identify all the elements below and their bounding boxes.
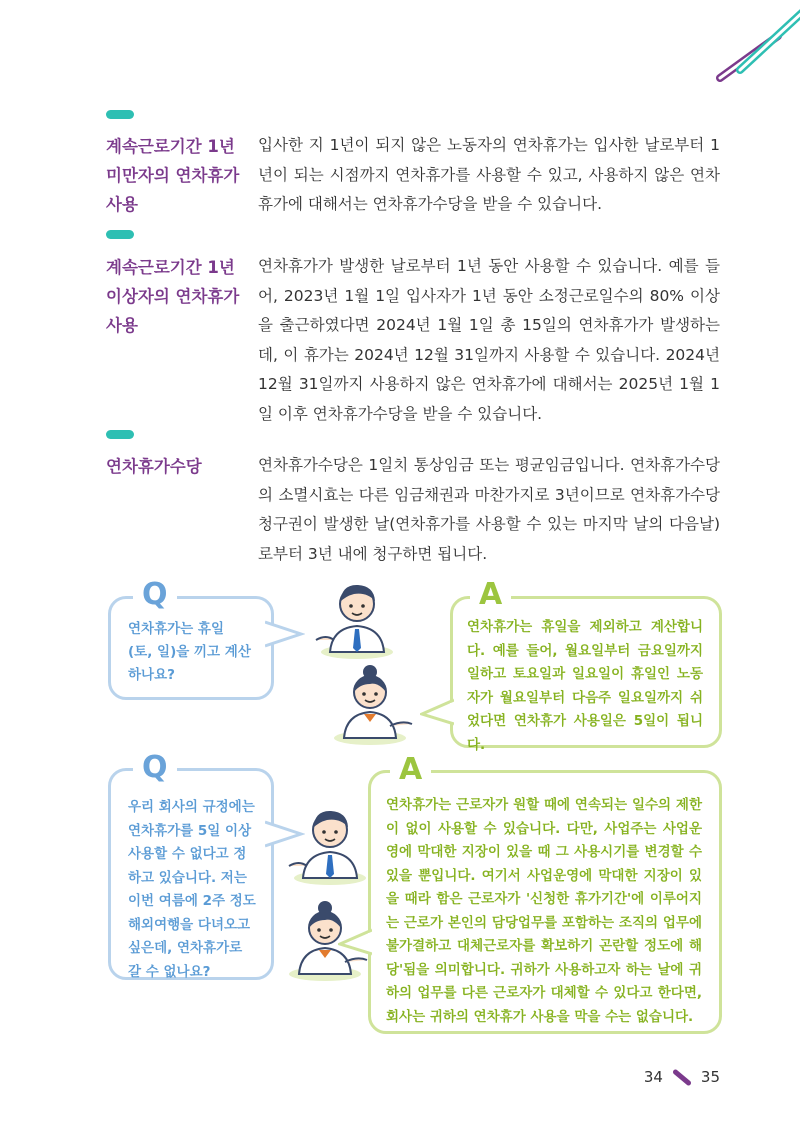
- term-label: 계속근로기간 1년 미만자의 연차휴가 사용: [106, 137, 240, 214]
- term-description: 연차휴가수당은 1일치 통상임금 또는 평균임금입니다. 연차휴가수당의 소멸시효는 다른 임금채권과 마찬가지로 3년이므로 연차휴가수당 청구권이 발생한 날(연차휴가를 사용할 수 있는 마지막 날의 다음날)로부터 3년 내에 청구하면 됩니다.: [258, 456, 720, 563]
- corner-decoration: [660, 0, 800, 90]
- bubble-tail: [420, 698, 454, 728]
- question-letter: Q: [133, 580, 177, 610]
- page-numbers: [644, 1068, 720, 1086]
- term-description: 연차휴가가 발생한 날로부터 1년 동안 사용할 수 있습니다. 예를 들어, 2023년 1월 1일 입사자가 1년 동안 소정근로일수의 80% 이상을 출근하였다면 2024년 1월 1일 총 15일의 연차휴가가 발생하는데, 이 휴가는 2024년 12월 31일까지 사용할 수 있습니다. 2024년 12월 31일까지 사용하지 않은 연차휴가에 대해서는 2025년 1월 1일 이후 연차휴가수당을 받을 수 있습니다.: [258, 257, 720, 423]
- page-divider: [672, 1068, 692, 1086]
- section-marker: [106, 230, 134, 239]
- answer-letter: A: [470, 580, 511, 610]
- answer-letter: A: [390, 755, 431, 785]
- term-label: 계속근로기간 1년 이상자의 연차휴가 사용: [106, 258, 240, 335]
- bubble-tail: [265, 620, 305, 650]
- page-number-left: 34: [643, 1068, 663, 1086]
- answer-text: 연차휴가는 휴일을 제외하고 계산합니다. 예를 들어, 월요일부터 금요일까지 일하고 토요일과 일요일이 휴일인 노동자가 월요일부터 다음주 일요일까지 쉬었다면 연차휴가 사용일은 5일이 됩니다.: [467, 619, 703, 753]
- bubble-tail: [338, 928, 372, 958]
- question-text: 우리 회사의 규정에는 연차휴가를 5일 이상 사용할 수 없다고 정하고 있습니다. 저는 이번 여름에 2주 정도 해외여행을 다녀오고 싶은데, 연차휴가로 갈 수 없나요?: [128, 799, 256, 980]
- section-marker: [106, 110, 134, 119]
- woman-avatar: [330, 662, 420, 746]
- term-label: 연차휴가수당: [106, 457, 202, 476]
- section-marker: [106, 430, 134, 439]
- question-text: 연차휴가는 휴일 (토, 일)을 끼고 계산하나요?: [128, 621, 251, 683]
- term-description: 입사한 지 1년이 되지 않은 노동자의 연차휴가는 입사한 날로부터 1년이 되는 시점까지 연차휴가를 사용할 수 있고, 사용하지 않은 연차휴가에 대해서는 연차휴가수당을 받을 수 있습니다.: [258, 136, 720, 213]
- man-avatar: [312, 574, 402, 660]
- page-number-right: 35: [700, 1068, 720, 1086]
- man-avatar: [285, 800, 375, 886]
- question-letter: Q: [133, 753, 177, 783]
- answer-text: 연차휴가는 근로자가 원할 때에 연속되는 일수의 제한이 없이 사용할 수 있습니다. 다만, 사업주는 사업운영에 막대한 지장이 있을 때 그 사용시기를 변경할 수 있을 뿐입니다. 여기서 사업운영에 막대한 지장이 있을 때라 함은 근로자가 '신청한 휴가기간'에 이루어지는 근로가 본인의 담당업무를 포함하는 조직의 업무에 불가결하고 대체근로자를 확보하기 곤란할 정도에 해당'됨을 의미합니다. 귀하가 사용하고자 하는 날에 귀하의 업무를 다른 근로자가 대체할 수 있다고 한다면, 회사는 귀하의 연차휴가 사용을 막을 수는 없습니다.: [386, 797, 702, 1025]
